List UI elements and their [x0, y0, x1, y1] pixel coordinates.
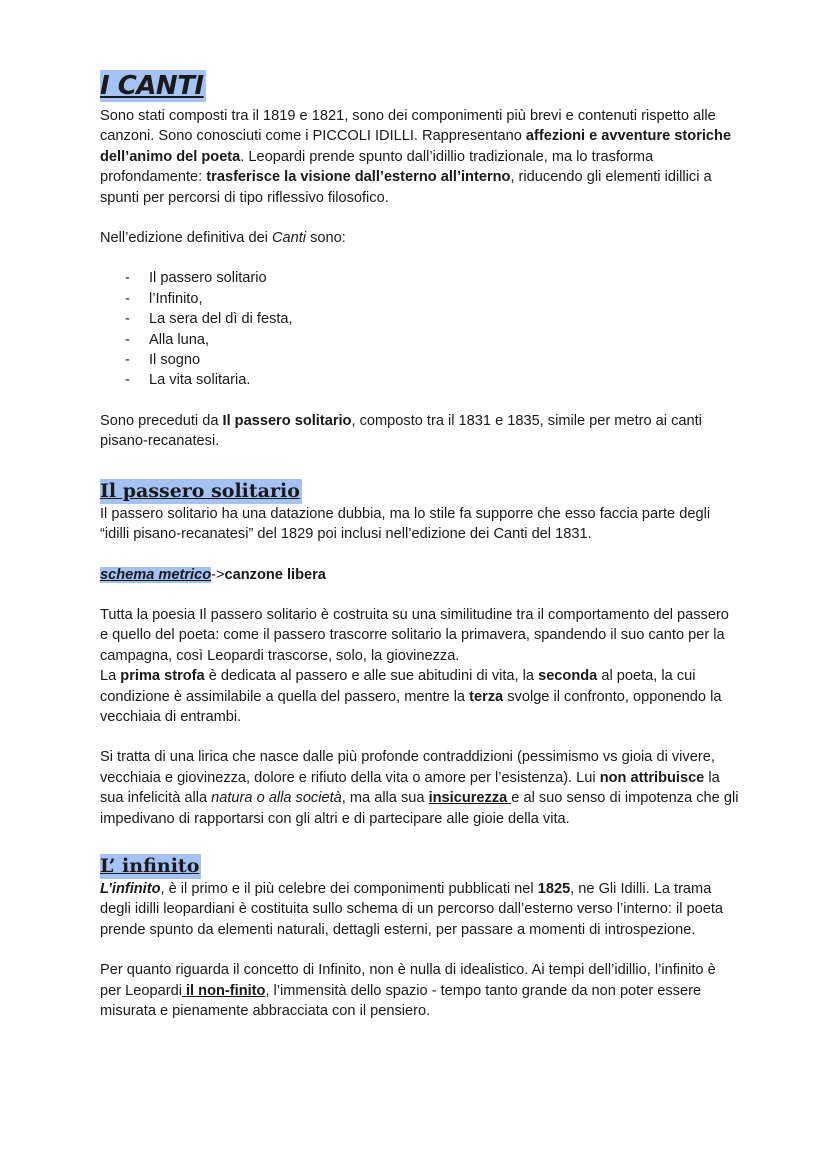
bold-run: 1825: [537, 880, 571, 897]
text-run: al poeta, la cui condizione è assimilabile a quella del passero, mentre la: [100, 668, 696, 705]
list-item: - La sera del dì di festa,: [125, 309, 740, 329]
preceded-suffix: , composto tra il 1831 e 1835, simile per metro ai canti pisano-recanatesi.: [100, 412, 702, 450]
list-item: - Il sogno: [125, 350, 740, 370]
text-run: Si tratta di una lirica che nasce dalle più profonde contraddizioni (pessimismo vs gioia di vivere, vecchiaia e giovinezza, dolore e rifiuto della vita o amore per l’esistenza). Lui: [100, 749, 715, 786]
text-run: Per quanto riguarda il concetto di Infinito, non è nulla di idealistico. Ai tempi dell’idillio, l’infinito è per Leopardi: [100, 962, 716, 999]
italic-run: natura o alla società: [211, 790, 342, 807]
intro-bold-1: affezioni e avventure storiche dell’animo del poeta: [100, 128, 732, 165]
bold-underline-run: insicurezza: [428, 790, 512, 807]
preceded-paragraph: [100, 411, 740, 452]
text-run: è dedicata al passero e alle sue abitudini di vita, la: [204, 668, 539, 685]
bold-run: seconda: [538, 668, 598, 685]
edition-italic: Canti: [271, 230, 307, 247]
bold-italic-run: L’infinito: [100, 880, 161, 897]
preceded-bold: Il passero solitario: [222, 412, 352, 429]
text-run: La: [100, 668, 121, 685]
schema-value: canzone libera: [224, 566, 326, 583]
text-run: , è il primo e il più celebre dei componimenti pubblicati nel: [160, 880, 538, 897]
list-item: - Il passero solitario: [125, 268, 740, 288]
intro-text-3: , riducendo gli elementi idillici a spunti per percorsi di tipo riflessivo filosofico.: [100, 169, 712, 206]
intro-text-2: . Leopardi prende spunto dall’idillio tradizionale, ma lo trasforma profondamente:: [100, 148, 654, 186]
passero-paragraph-3: [100, 666, 740, 727]
preceded-prefix: Sono preceduti da: [100, 412, 223, 429]
schema-label: schema metrico: [100, 566, 212, 583]
passero-paragraph-2: Tutta la poesia Il passero solitario è costruita su una similitudine tra il comportamento del passero e quello del poeta: come il passero trascorre solitario la primavera, spandendo il suo canto per la campagna, così Leopardi trascorse, solo, la giovinezza.: [100, 606, 729, 664]
page-title: I CANTI: [100, 71, 204, 101]
intro-bold-2: trasferisce la visione dall’esterno all’interno: [206, 169, 511, 186]
text-run: la sua infelicità alla: [100, 769, 720, 807]
intro-text-1: Sono stati composti tra il 1819 e 1821, sono dei componimenti più brevi e contenuti rispetto alle canzoni. Sono conosciuti come i PICCOLI IDILLI. Rappresentano: [100, 108, 716, 145]
edition-paragraph: [100, 228, 740, 248]
passero-paragraph-1: Il passero solitario ha una datazione dubbia, ma lo stile fa supporre che esso faccia parte degli “idilli pisano-recanatesi” del 1829 poi inclusi nell’edizione dei Canti del 1831.: [100, 505, 711, 543]
document-content: [100, 70, 740, 1021]
bold-run: terza: [469, 688, 504, 705]
text-run: svolge il confronto, opponendo la vecchiaia di entrambi.: [100, 688, 722, 725]
bold-run: non attribuisce: [599, 769, 705, 786]
text-run: e al suo senso di impotenza che gli impedivano di rapportarsi con gli altri e di partecipare alle gioie della vita.: [100, 790, 739, 827]
edition-prefix: Nell’edizione definitiva dei: [100, 230, 272, 247]
text-run: , ne Gli Idilli. La trama degli idilli leopardiani è costituita sullo schema di un percorso dall’esterno verso l’interno: il poeta prende spunto da elementi naturali, dettagli esterni, per passare a momenti di introspezione.: [100, 880, 724, 938]
infinito-paragraph-1: [100, 879, 740, 940]
schema-arrow: ->: [211, 566, 225, 583]
poems-list: [100, 268, 740, 390]
section-heading-passero: Il passero solitario: [100, 479, 300, 502]
edition-suffix: sono:: [306, 230, 346, 247]
intro-paragraph: [100, 106, 740, 208]
schema-metrico-line: [100, 565, 740, 585]
passero-paragraph-4: [100, 747, 740, 829]
text-run: , ma alla sua: [341, 790, 429, 807]
section-heading-infinito: L’ infinito: [100, 854, 200, 877]
list-item: - Alla luna,: [125, 330, 740, 350]
infinito-paragraph-2: [100, 960, 740, 1021]
list-item: - La vita solitaria.: [125, 370, 740, 390]
text-run: , l’immensità dello spazio - tempo tanto grande da non poter essere misurata e pienamente abbracciata con il pensiero.: [100, 982, 702, 1019]
bold-run: prima strofa: [120, 668, 205, 685]
bold-underline-run: il non-finito: [181, 982, 266, 999]
list-item: - l’Infinito,: [125, 289, 740, 309]
